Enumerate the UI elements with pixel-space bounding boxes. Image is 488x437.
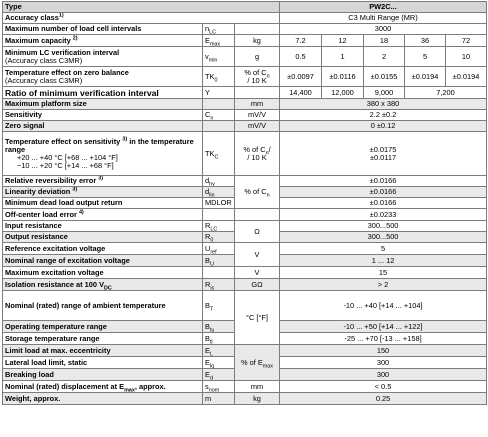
row-max-excitation: Maximum excitation voltage V 15 [3, 267, 487, 279]
row-platform-size: Maximum platform size mm 380 x 380 [3, 99, 487, 110]
row-lateral-load: Lateral load limit, static $E_{lq}$ 300 [3, 357, 487, 369]
row-weight: Weight, approx. m kg 0.25 [3, 393, 487, 405]
pct-emax-unit: % of $E_{max}$ [235, 345, 280, 381]
row-min-lc-interval: Minimum LC verification interval (Accuracy class C3MR) $v_{min}$ g 0.5 1 2 5 10 [3, 47, 487, 67]
row-off-center: Off-center load error $^{4)}$ ±0.0233 [3, 209, 487, 221]
row-storage-temp: Storage temperature range $B_{tl}$ -25 ... +70 [-13 ... +158] [3, 333, 487, 345]
row-nominal-excitation: Nominal range of excitation voltage $B_U$ 1 ... 12 [3, 255, 487, 267]
row-max-lc-intervals: Maximum number of load cell intervals $n_{LC}$ 3000 [3, 24, 487, 35]
spec-table-container [2, 1, 486, 405]
row-input-resistance: Input resistance $R_{LC}$ Ω 300...500 [3, 221, 487, 232]
row-breaking-load: Breaking load $E_d$ 300 [3, 369, 487, 381]
row-displacement: Nominal (rated) displacement at $E_{max}$, approx. $s_{nom}$ mm < 0.5 [3, 381, 487, 393]
row-accuracy-class: Accuracy class$^{1)}$ C3 Multi Range (MR) [3, 13, 487, 24]
row-isolation-resistance: Isolation resistance at 100 $V_{DC}$ $R_{is}$ GΩ > 2 [3, 279, 487, 291]
pct-cn-unit: % of $C_n$ [235, 176, 280, 209]
degc-unit: °C [°F] [235, 291, 280, 345]
specification-table [2, 1, 487, 405]
model-name: PW2C... [280, 2, 487, 13]
row-output-resistance: Output resistance $R_0$ 300...500 [3, 232, 487, 243]
row-reference-excitation: Reference excitation voltage $U_{ref}$ V 5 [3, 243, 487, 255]
ohm-unit: Ω [235, 221, 280, 243]
row-temp-effect-zero: Temperature effect on zero balance (Accuracy class C3MR) $TK_0$ % of $C_n$ / 10 K ±0.0097 ±0.0116 ±0.0155 ±0.0194 ±0.0194 [3, 67, 487, 87]
row-zero-signal: Zero signal mV/V 0 ±0.12 [3, 121, 487, 132]
row-nominal-ambient-temp: Nominal (rated) range of ambient temperature $B_T$ °C [°F] -10 ... +40 [+14 ... +104] [3, 291, 487, 321]
table-header-row [3, 2, 487, 13]
row-linearity: Linearity deviation $^{3)}$ $d_{lin}$ ±0.0166 [3, 187, 487, 198]
row-min-dead-load: Minimum dead load output return MDLOR ±0.0166 [3, 198, 487, 209]
type-label: Type [3, 2, 280, 13]
accuracy-class-value: C3 Multi Range (MR) [280, 13, 487, 24]
row-relative-reversibility: Relative reversibility error $^{3)}$ $d_{hy}$ % of $C_n$ ±0.0166 [3, 176, 487, 187]
row-operating-temp: Operating temperature range $B_{tu}$ -10 ... +50 [+14 ... +122] [3, 321, 487, 333]
volt-unit: V [235, 243, 280, 267]
row-ratio-min-interval: Ratio of minimum verification interval Y 14,400 12,000 9,000 7,200 [3, 87, 487, 99]
row-temp-effect-sensitivity: Temperature effect on sensitivity $^{3)}$ in the temperature range +20 ... +40 °C [+68 ... +104 °F] −10 ... +20 °C [+14 ... +68 °F] $TK_C$ % of $C_n/$ / 10 K ±0.0175 ±0.0117 [3, 132, 487, 176]
row-max-capacity: Maximum capacity $^{2)}$ $E_{max}$ kg 7.2 12 18 36 72 [3, 35, 487, 47]
row-limit-load: Limit load at max. eccentricity $E_L$ % of $E_{max}$ 150 [3, 345, 487, 357]
row-sensitivity: Sensitivity $C_n$ mV/V 2.2 ±0.2 [3, 110, 487, 121]
